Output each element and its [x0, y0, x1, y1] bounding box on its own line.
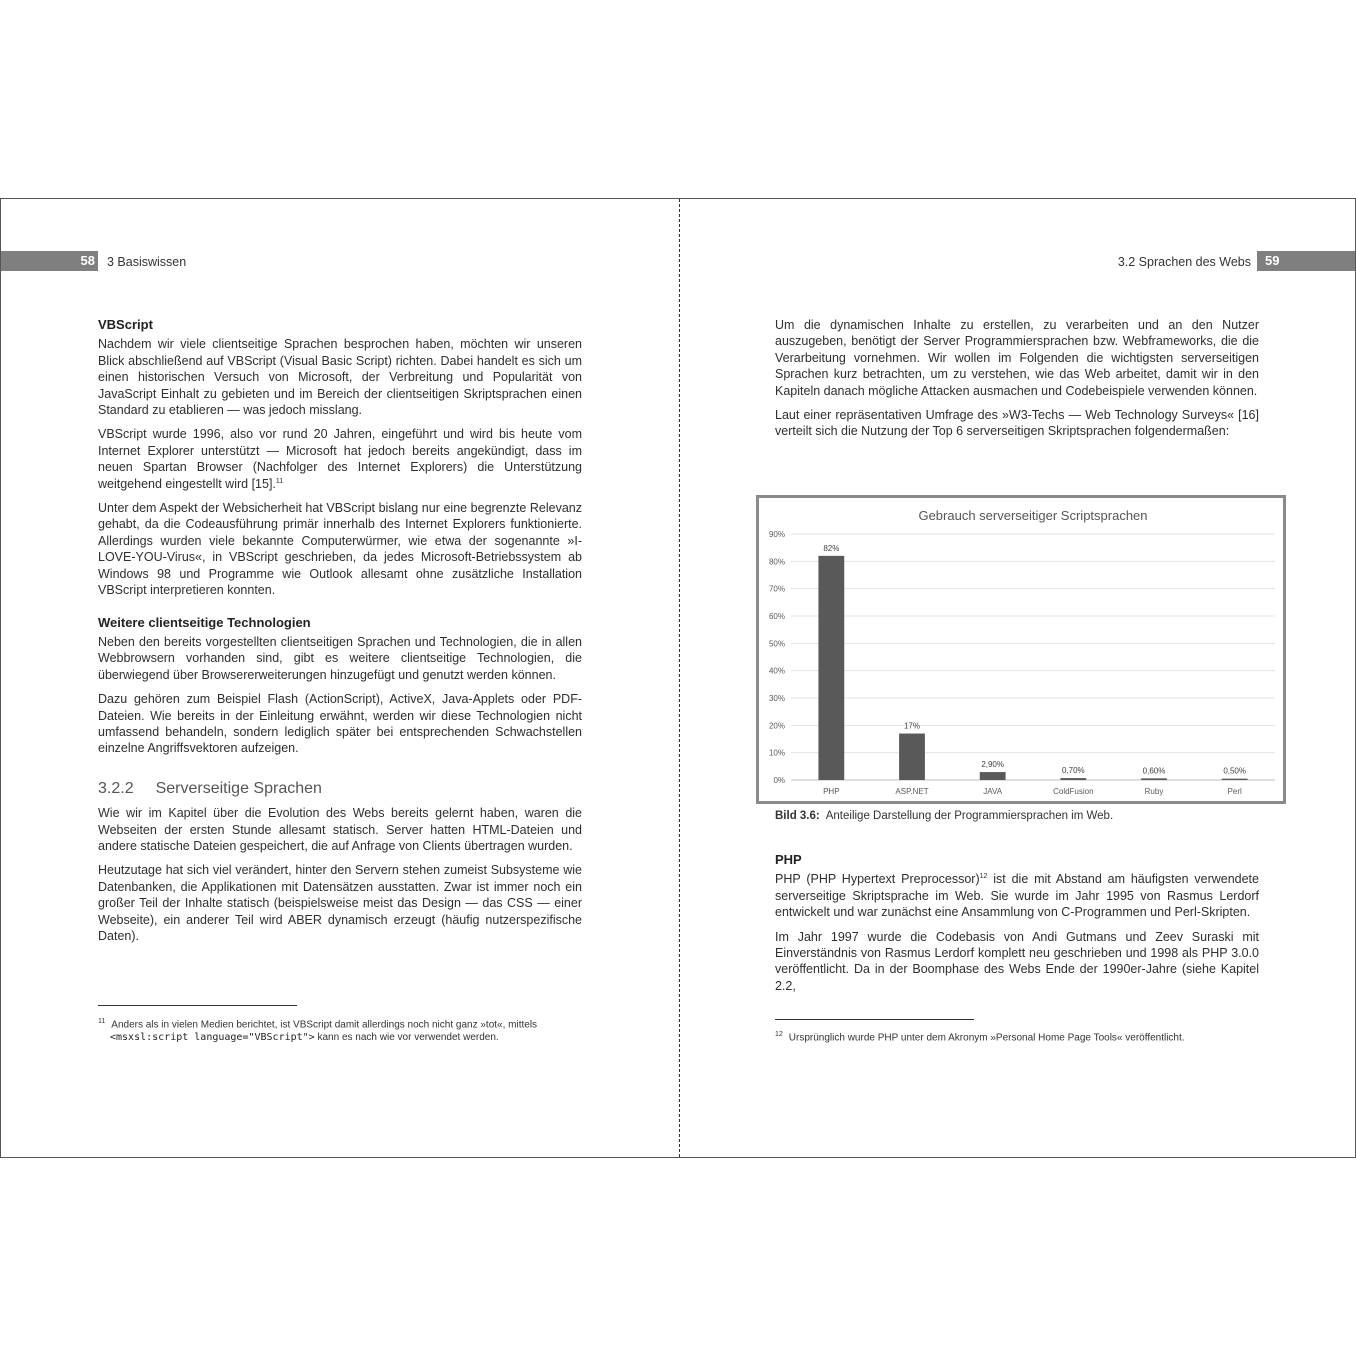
vbscript-paragraph-2: VBScript wurde 1996, also vor rund 20 Jahren, eingeführt und wird bis heute vom Internet Explorer unterstützt — Microsoft hat jedoch bereits angekündigt, dass im neuen Spartan Browser (Nachfolger des Internet Explorers) die Unterstützung weitgehend eingestellt wird [15].$^{11}$	[98, 427, 582, 491]
y-tick-label: 10%	[768, 748, 785, 758]
footnote-ref-12: 12	[979, 873, 988, 881]
y-tick-label: 30%	[768, 694, 785, 703]
section-title: Serverseitige Sprachen	[155, 779, 322, 797]
x-tick-label: Perl	[1227, 787, 1242, 796]
weitere-paragraph-2: Dazu gehören zum Beispiel Flash (ActionScript), ActiveX, Java-Applets oder PDF-Dateien. Wie bereits in der Einleitung erwähnt, werden wir diese Technologien nicht umfassend behandeln, sondern lediglich später bei entsprechenden Schwachstellen einzelne Angriffsvektoren aufzeigen.	[98, 692, 582, 756]
right-page-body-top	[775, 317, 1259, 448]
y-tick-label: 60%	[768, 612, 785, 621]
php-paragraph-1: PHP (PHP Hypertext Preprocessor)$^{12}$ ist die mit Abstand am häufigsten verwendete serverseitige Skriptsprache im Web. Sie wurde im Jahr 1995 von Rasmus Lerdorf entwickelt und war zunächst eine Ansammlung von C-Programmen und Perl-Skripten.	[775, 872, 1259, 920]
data-label: 0,50%	[1223, 766, 1247, 776]
right-running-head: 3.2 Sprachen des Webs	[1117, 255, 1251, 269]
right-page-number: 59	[1265, 253, 1280, 268]
bar-coldfusion	[1060, 778, 1086, 780]
y-tick-label: 80%	[768, 557, 785, 567]
data-label: 0,70%	[1061, 766, 1085, 776]
section-heading	[98, 781, 582, 797]
left-page-body	[98, 317, 582, 952]
right-paragraph-1: Um die dynamischen Inhalte zu erstellen, zu verarbeiten und an den Nutzer auszugeben, benötigt der Server Programmiersprachen bzw. Webframeworks, die die Verarbeitung vornehmen. Wir wollen im Folgenden die wichtigsten serverseitigen Sprachen kurz betrachten, um zu verstehen, wie das Web arbeitet, damit wir in den Kapiteln danach mögliche Attacken ausmachen und Codebeispiele verwenden können.	[775, 318, 1259, 398]
y-tick-label: 50%	[768, 639, 785, 649]
bar-ruby	[1141, 778, 1167, 780]
vbscript-paragraph-3: Unter dem Aspekt der Websicherheit hat VBScript bislang nur eine begrenzte Relevanz gehabt, da die Codeausführung primär innerhalb des Internet Explorers funktionierte. Allerdings wurden viele bekannte Computerwürmer, wie etwa der sogenannte »I-LOVE-YOU-Virus«, in VBScript geschrieben, da jedes Microsoft-Betriebssystem ab Windows 98 und Programme wie Outlook allesamt ohne zusätzliche Installation VBScript interpretieren konnten.	[98, 501, 582, 598]
x-tick-label: ColdFusion	[1053, 787, 1094, 796]
data-label: 17%	[903, 721, 921, 731]
vbscript-heading: VBScript	[98, 317, 153, 332]
section-paragraph-1: Wie wir im Kapitel über die Evolution des Webs bereits gelernt haben, waren die Webseiten der ersten Stunde allesamt statisch. Server hatten HTML-Dateien und andere statische Dateien gespeichert, die auf Anfrage von Clients übertragen wurden.	[98, 806, 582, 853]
footnote-code: <msxsl:script language="VBScript">	[110, 1032, 315, 1044]
vbscript-paragraph-1: Nachdem wir viele clientseitige Sprachen besprochen haben, möchten wir unseren Blick abschließend auf VBScript (Visual Basic Script) richten. Dabei handelt es sich um einen historischen Versuch von Microsoft, der Verbreitung und Popularität von JavaScript Einhalt zu gebieten und im Bereich der clientseitigen Skriptsprachen einen Standard zu etablieren — was jedoch misslang.	[98, 337, 582, 418]
y-tick-label: 70%	[768, 584, 785, 594]
y-tick-label: 20%	[768, 721, 785, 731]
php-paragraph-2: Im Jahr 1997 wurde die Codebasis von Andi Gutmans und Zeev Suraski mit Einverständnis von Rasmus Lerdorf komplett neu geschrieben und 1998 als PHP 3.0.0 veröffentlicht. Da in der Boomphase des Webs Ende der 1990er-Jahre (siehe Kapitel 2.2,	[775, 929, 1259, 993]
left-page-number: 58	[80, 253, 95, 268]
php-heading: PHP	[775, 852, 802, 867]
x-tick-label: JAVA	[983, 787, 1003, 796]
left-running-head: 3 Basiswissen	[107, 255, 187, 269]
bar-chart	[759, 498, 1283, 801]
figure-caption-text: Anteilige Darstellung der Programmiersprachen im Web.	[825, 810, 1114, 822]
page-fold-line	[679, 199, 680, 1157]
left-footnote-rule	[98, 1005, 297, 1006]
footnote-12: $^{12}$ Ursprünglich wurde PHP unter dem Akronym »Personal Home Page Tools« veröffentlicht.	[775, 1031, 1185, 1044]
data-label: 82%	[823, 543, 840, 553]
bar-php	[818, 556, 844, 780]
chart-title: Gebrauch serverseitiger Scriptsprachen	[918, 508, 1148, 523]
data-label: 0,60%	[1142, 766, 1166, 776]
footnote-ref-11: 11	[275, 477, 284, 485]
bar-java	[980, 772, 1006, 780]
bar-chart-frame	[756, 495, 1286, 804]
figure-caption	[775, 810, 1113, 822]
section-paragraph-2: Heutzutage hat sich viel verändert, hinter den Servern stehen zumeist Subsysteme wie Datenbanken, die Applikationen mit Datensätzen ausstatten. Zwar ist immer noch ein großer Teil der Inhalte statisch (beispielsweise meist das Design — das CSS — einer Webseite), ein anderer Teil wird ABER dynamisch erzeugt (häufig nutzerspezifische Daten).	[98, 863, 582, 943]
weitere-paragraph-1: Neben den bereits vorgestellten clientseitigen Sprachen und Technologien, die in allen Webbrowsern vorhanden sind, gibt es weitere clientseitige Technologien, die überwiegend über Browsererweiterungen hinzugefügt und genutzt werden können.	[98, 634, 582, 682]
figure-label: Bild 3.6:	[775, 810, 820, 822]
footnote-11: $^{11}$ Anders als in vielen Medien berichtet, ist VBScript damit allerdings noch nicht ganz »tot«, mittels <msxsl:script language="VBScript"> kann es nach wie vor verwendet werden.	[98, 1018, 538, 1044]
x-tick-label: PHP	[823, 787, 840, 796]
y-tick-label: 90%	[768, 530, 785, 539]
bar-perl	[1222, 779, 1248, 780]
right-page-body-bottom	[775, 852, 1259, 1002]
data-label: 2,90%	[981, 760, 1005, 770]
book-spread	[0, 198, 1356, 1158]
bar-aspnet	[899, 734, 925, 780]
weitere-technologien-heading: Weitere clientseitige Technologien	[98, 614, 311, 630]
right-paragraph-2: Laut einer repräsentativen Umfrage des »W3-Techs — Web Technology Surveys« [16] verteilt sich die Nutzung der Top 6 serverseitigen Skriptsprachen folgendermaßen:	[775, 408, 1259, 439]
y-tick-label: 40%	[768, 666, 785, 676]
section-number: 3.2.2	[98, 779, 134, 797]
right-footnote-rule	[775, 1019, 974, 1020]
x-tick-label: ASP.NET	[895, 787, 929, 796]
y-tick-label: 0%	[773, 776, 785, 785]
x-tick-label: Ruby	[1144, 787, 1164, 796]
